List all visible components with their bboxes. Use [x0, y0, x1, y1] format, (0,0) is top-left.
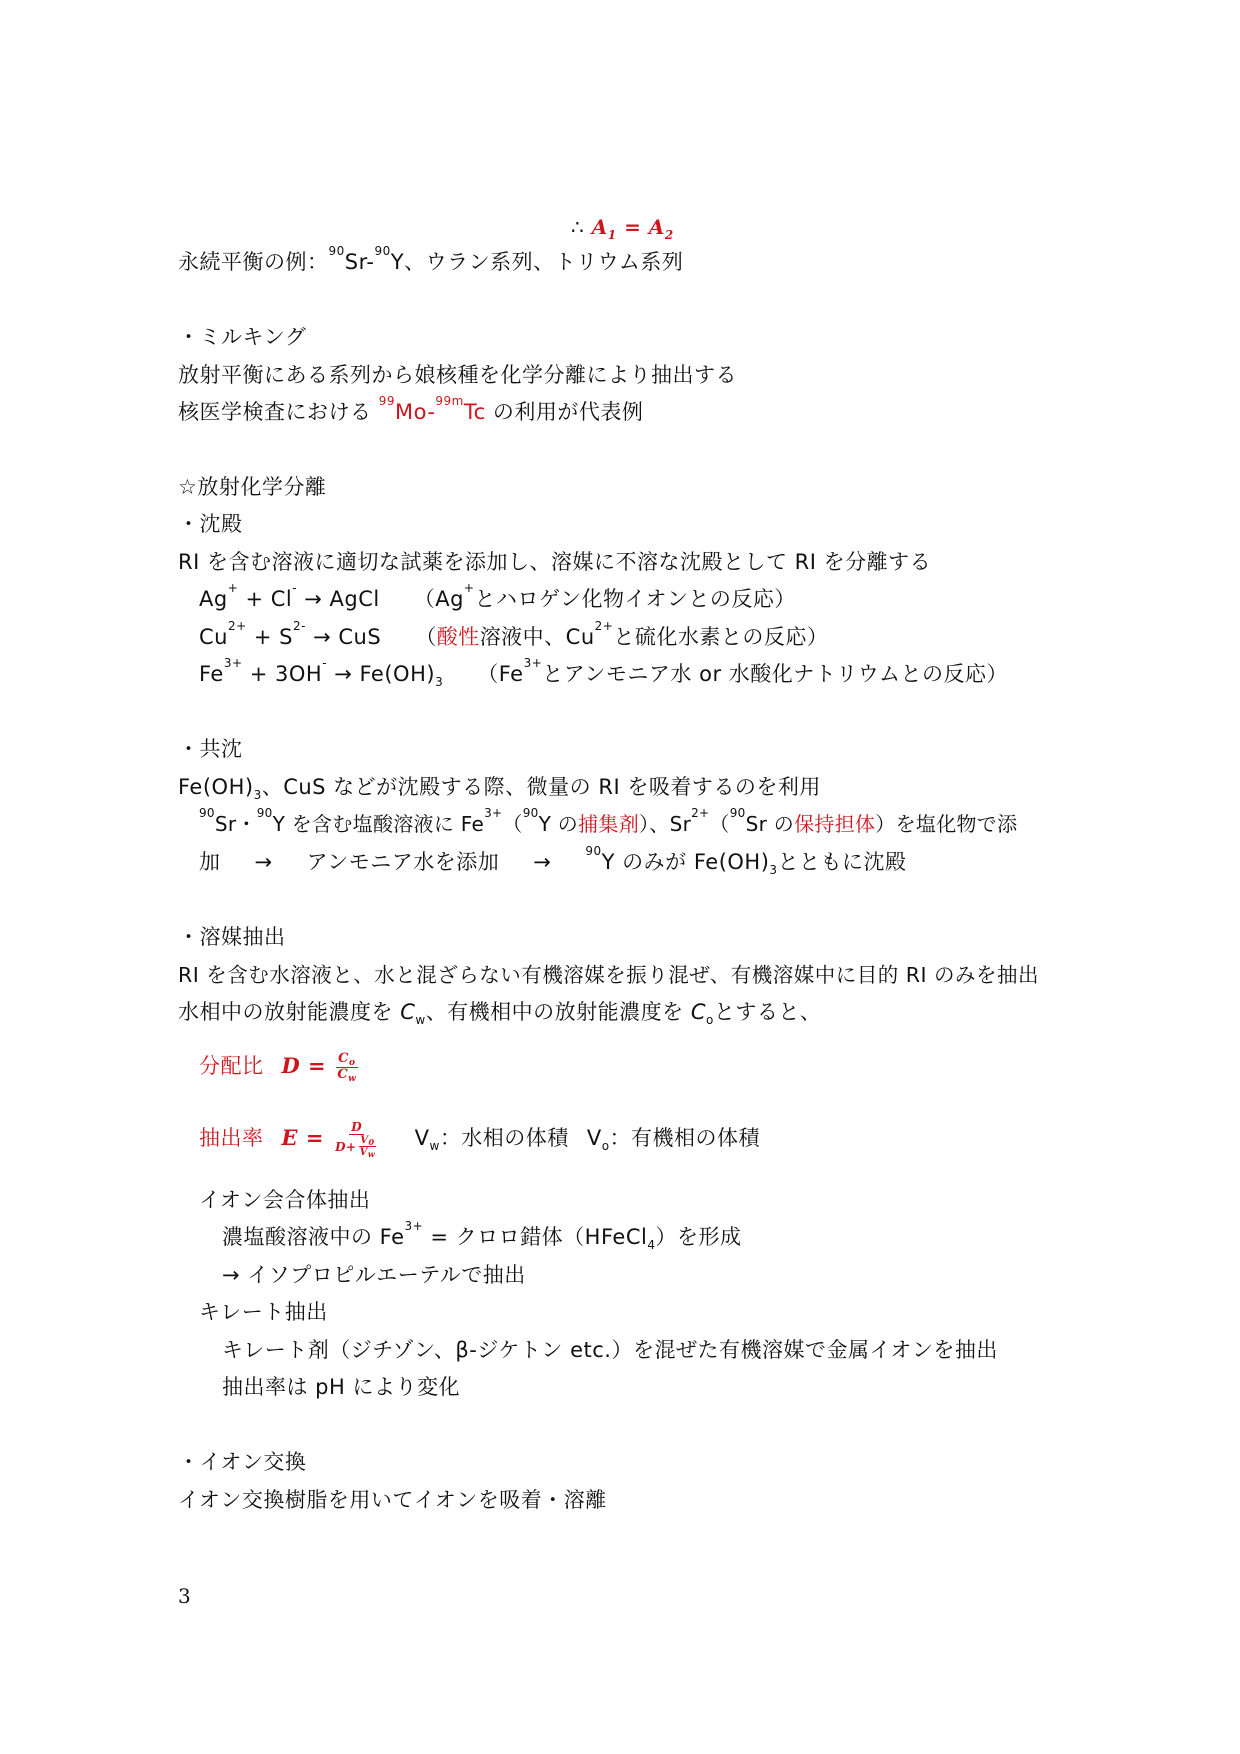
reaction-feoh3 — [199, 656, 1009, 692]
text: Y を含む塩酸溶液に Fe — [272, 812, 485, 836]
solvent-extraction-desc-2 — [178, 997, 821, 1030]
page-number: 3 — [178, 1584, 191, 1608]
formula-rhs-sub: 2 — [664, 228, 674, 242]
note: （ — [415, 625, 437, 649]
numerator: D — [351, 1120, 363, 1134]
text: とすると、 — [713, 1000, 822, 1024]
conc-symbol: C — [400, 1000, 416, 1024]
symbol: Mo- — [394, 400, 436, 424]
mass-number: 99 — [378, 394, 395, 408]
text: → Fe(OH) — [327, 662, 436, 686]
radiochem-heading: ☆放射化学分離 — [178, 475, 327, 499]
denominator: C — [337, 1066, 349, 1082]
precipitation-desc: RI を含む溶液に適切な試薬を添加し、溶媒に不溶な沈殿として RI を分離する — [178, 550, 932, 574]
milking-heading: ・ミルキング — [178, 325, 307, 349]
mass-number: 99m — [435, 394, 464, 408]
text: → AgCl — [297, 587, 380, 611]
formula-rhs: A — [648, 215, 665, 239]
highlight-holdback-carrier: 保持担体 — [794, 812, 876, 836]
text: アンモニア水を添加 — [306, 850, 500, 874]
solvent-extraction-desc: RI を含む水溶液と、水と混ざらない有機溶媒を振り混ぜ、有機溶媒中に目的 RI のみを抽出 — [178, 963, 1040, 987]
arrow: → — [533, 850, 552, 874]
ion-exchange-desc: イオン交換樹脂を用いてイオンを吸着・溶離 — [178, 1488, 607, 1512]
ion-exchange-heading: ・イオン交換 — [178, 1450, 307, 1474]
text: （ — [709, 812, 730, 836]
text: の利用が代表例 — [485, 400, 644, 424]
coprecipitation-heading: ・共沈 — [178, 737, 243, 761]
milking-line-1: 放射平衡にある系列から娘核種を化学分離により抽出する — [178, 363, 737, 387]
formula-lhs: E = — [281, 1125, 324, 1150]
text: Fe — [199, 662, 224, 686]
numerator: V — [360, 1135, 369, 1146]
note: （Fe — [477, 662, 524, 686]
label: 永続平衡の例： — [178, 250, 329, 274]
charge: 2+ — [691, 806, 710, 820]
charge: 2+ — [227, 619, 247, 633]
charge: 3+ — [484, 806, 503, 820]
ion-pair-line-1 — [222, 1219, 742, 1255]
text: 加 — [199, 850, 221, 874]
subscript: w — [367, 1149, 376, 1159]
ion-pair-line-2: → イソプロピルエーテルで抽出 — [222, 1263, 526, 1287]
text: 水相中の放射能濃度を — [178, 1000, 401, 1024]
text: V — [414, 1126, 430, 1150]
charge: 3+ — [404, 1219, 424, 1233]
extraction-rate-label: 抽出率 — [199, 1126, 264, 1150]
text: 、CuS などが沈殿する際、微量の RI を吸着するのを利用 — [261, 775, 821, 799]
highlight-scavenger: 捕集剤 — [578, 812, 639, 836]
note: 溶液中、Cu — [479, 625, 595, 649]
formula-lhs: D = — [281, 1053, 327, 1078]
subscript: 4 — [647, 1238, 656, 1252]
note: とアンモニア水 or 水酸化ナトリウムとの反応） — [542, 662, 1009, 686]
charge: 2- — [292, 619, 306, 633]
volume-ratio — [358, 1135, 378, 1158]
text: Cu — [199, 625, 228, 649]
formula-eq: = — [624, 215, 642, 239]
text: ）を形成 — [655, 1225, 742, 1249]
formula-lhs: A — [591, 215, 608, 239]
subscript: 3 — [769, 863, 778, 877]
distribution-ratio-label: 分配比 — [199, 1054, 264, 1078]
text: Y のみが Fe(OH) — [601, 850, 770, 874]
ion-pair-heading: イオン会合体抽出 — [199, 1188, 371, 1212]
chelate-heading: キレート抽出 — [199, 1300, 328, 1324]
chelate-line-1: キレート剤（ジチゾン、β-ジケトン etc.）を混ぜた有機溶媒で金属イオンを抽出 — [222, 1338, 998, 1362]
mass-number: 90 — [585, 844, 602, 858]
secular-equilibrium-example — [178, 244, 684, 277]
charge: - — [292, 581, 298, 595]
denominator: V — [359, 1147, 368, 1158]
precipitation-heading: ・沈殿 — [178, 512, 243, 536]
text: → CuS — [305, 625, 382, 649]
distribution-fraction — [335, 1052, 358, 1083]
text: Y の — [538, 812, 579, 836]
mass-number: 90 — [374, 244, 391, 258]
subscript: o — [601, 1139, 610, 1153]
text: Sr・ — [214, 812, 257, 836]
text: Y、ウラン系列、トリウム系列 — [390, 250, 684, 274]
formula-equilibrium — [571, 212, 674, 245]
coprecipitation-line-2 — [199, 844, 907, 880]
reaction-cus — [199, 619, 829, 652]
text: （ — [502, 812, 523, 836]
subscript: 0 — [368, 1137, 375, 1147]
solvent-extraction-heading: ・溶媒抽出 — [178, 925, 286, 949]
text: = クロロ錯体（HFeCl — [423, 1225, 648, 1249]
mass-number: 90 — [729, 806, 746, 820]
highlight-acidic: 酸性 — [436, 625, 480, 649]
note: （Ag — [413, 587, 464, 611]
text: ）、Sr — [639, 812, 692, 836]
text: 濃塩酸溶液中の Fe — [222, 1225, 405, 1249]
text: ）を塩化物で添 — [875, 812, 1018, 836]
arrow: → — [254, 850, 273, 874]
text: Ag — [199, 587, 228, 611]
subscript: w — [348, 1073, 357, 1084]
charge: + — [227, 581, 239, 595]
subscript: 3 — [253, 788, 262, 802]
text: とともに沈殿 — [777, 850, 907, 874]
text: V — [586, 1126, 602, 1150]
text: ：水相の体積 — [439, 1126, 569, 1150]
charge: 3+ — [223, 656, 243, 670]
note: と硫化水素との反応） — [613, 625, 829, 649]
subscript: o — [706, 1013, 714, 1027]
charge: - — [322, 656, 328, 670]
text: D+ — [335, 1139, 357, 1154]
subscript: w — [429, 1139, 440, 1153]
text: ：有機相の体積 — [609, 1126, 761, 1150]
chelate-line-2: 抽出率は pH により変化 — [222, 1375, 460, 1399]
text: Fe(OH) — [178, 775, 254, 799]
subscript: o — [349, 1057, 356, 1068]
charge: + — [463, 581, 475, 595]
mo-tc-pair — [378, 394, 486, 424]
reaction-agcl — [199, 581, 796, 614]
mass-number: 90 — [522, 806, 539, 820]
text: + 3OH — [242, 662, 323, 686]
symbol: Tc — [463, 400, 486, 424]
numerator: C — [338, 1050, 350, 1066]
charge: 3+ — [523, 656, 543, 670]
therefore-symbol: ∴ — [571, 215, 585, 239]
text: 核医学検査における — [178, 400, 379, 424]
text: Sr の — [745, 812, 795, 836]
subscript: 3 — [435, 675, 444, 689]
mass-number: 90 — [256, 806, 273, 820]
milking-line-2 — [178, 394, 644, 427]
extraction-fraction — [333, 1120, 380, 1158]
denominator — [333, 1135, 380, 1158]
coprecipitation-line-1 — [199, 806, 1018, 839]
charge: 2+ — [594, 619, 614, 633]
extraction-rate — [199, 1120, 760, 1158]
text: + S — [246, 625, 293, 649]
mass-number: 90 — [199, 806, 215, 820]
formula-lhs-sub: 1 — [607, 228, 617, 242]
text: + Cl — [238, 587, 293, 611]
text: Sr- — [344, 250, 375, 274]
text: 、有機相中の放射能濃度を — [425, 1000, 691, 1024]
note: とハロゲン化物イオンとの反応） — [474, 587, 796, 611]
distribution-ratio — [199, 1051, 360, 1083]
mass-number: 90 — [328, 244, 345, 258]
subscript: w — [415, 1013, 426, 1027]
conc-symbol: C — [690, 1000, 707, 1024]
coprecipitation-desc — [178, 772, 821, 805]
